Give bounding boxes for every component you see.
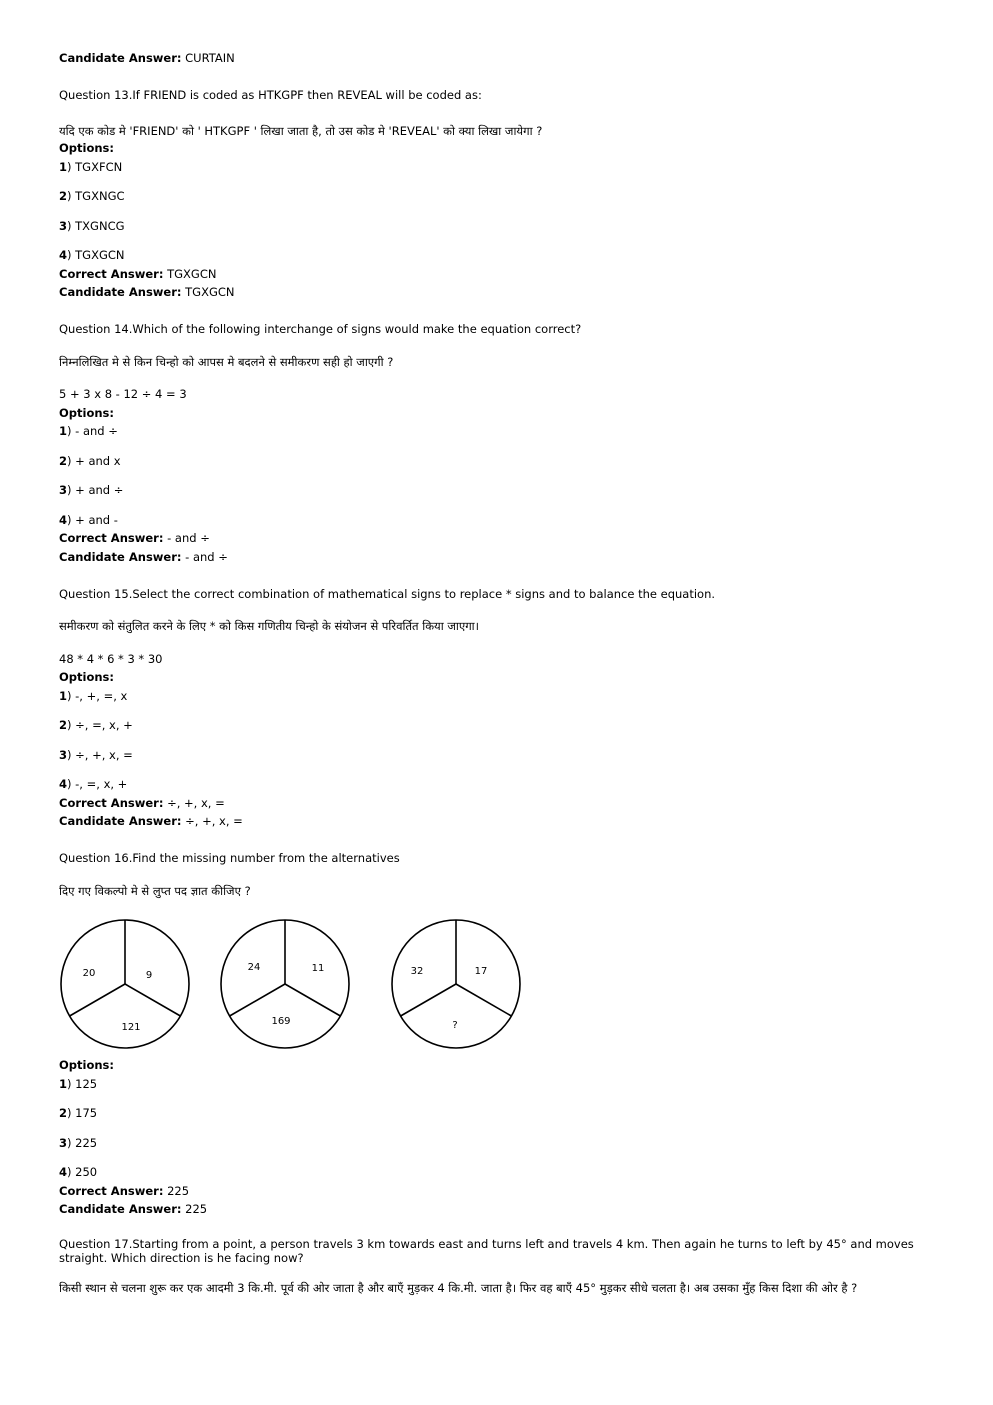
q16-option-4: 4) 250 (59, 1165, 98, 1179)
q16-option-3: 3) 225 (59, 1135, 98, 1150)
q16-circle-1-left: 20 (82, 968, 96, 979)
q16-circle-1 (59, 918, 191, 1050)
q14-option-4: 4) + and - (59, 512, 118, 527)
q16-options-label: Options: (59, 1058, 114, 1072)
q14-question: Question 14.Which of the following interchange of signs would make the equation correct? (59, 322, 582, 336)
q14-hindi: निम्नलिखित मे से किन चिन्हो को आपस मे बदलने से समीकरण सही हो जाएगी ? (59, 354, 394, 369)
q17-hindi: किसी स्थान से चलना शुरू कर एक आदमी 3 कि.मी. पूर्व की ओर जाता है और बाएँ मुड़कर 4 कि.मी. जाता है। फिर वह बाएँ 45° मुड़कर सीधे चलता है। अब उसका मुँह किस दिशा की ओर है ? (59, 1281, 858, 1295)
q16-circle-3-left: 32 (410, 966, 424, 977)
q16-option-1: 1) 125 (59, 1076, 98, 1091)
q15-hindi: समीकरण को संतुलित करने के लिए * को किस गणितीय चिन्हो के संयोजन से परिवर्तित किया जाएगा। (59, 619, 480, 633)
q17-question: Question 17.Starting from a point, a person travels 3 km towards east and turns left and travels 4 km. Then again he turns to left by 45° and moves straight. Which direction is he facing now? (59, 1237, 914, 1265)
candidate-answer-value: CURTAIN (181, 51, 235, 65)
q16-circle-2-right: 11 (311, 963, 325, 974)
q16-circle-3-right: 17 (474, 966, 488, 977)
q13-correct-answer: Correct Answer: TGXGCN (59, 266, 217, 281)
q16-candidate-answer: Candidate Answer: 225 (59, 1202, 208, 1216)
q13-question: Question 13.If FRIEND is coded as HTKGPF then REVEAL will be coded as: (59, 88, 482, 102)
q14-correct-answer: Correct Answer: - and ÷ (59, 531, 210, 545)
q16-circle-1-right: 9 (145, 970, 153, 981)
q15-option-1: 1) -, +, =, x (59, 688, 128, 703)
q15-question: Question 15.Select the correct combination of mathematical signs to replace * signs and to balance the equation. (59, 586, 716, 601)
q15-options-label: Options: (59, 670, 114, 684)
q15-correct-answer: Correct Answer: ÷, +, x, = (59, 795, 225, 810)
q16-circle-2-left: 24 (247, 962, 261, 973)
q16-hindi: दिए गए विकल्पो मे से लुप्त पद ज्ञात कीजिए ? (59, 883, 251, 898)
q15-option-4: 4) -, =, x, + (59, 777, 128, 791)
q15-option-3: 3) ÷, +, x, = (59, 747, 133, 762)
question-paper (59, 49, 939, 1298)
q15-option-2: 2) ÷, =, x, + (59, 718, 133, 732)
q13-options-label: Options: (59, 141, 114, 155)
q15-equation: 48 * 4 * 6 * 3 * 30 (59, 651, 163, 666)
q16-circle-1-bottom: 121 (121, 1022, 141, 1033)
q16-circle-2 (219, 918, 351, 1050)
q16-correct-answer: Correct Answer: 225 (59, 1183, 190, 1198)
q13-option-2: 2) TGXNGC (59, 189, 125, 203)
q13-option-3: 3) TXGNCG (59, 218, 125, 233)
q13-option-1: 1) TGXFCN (59, 159, 123, 174)
q16-circle-3 (390, 918, 522, 1050)
q15-candidate-answer: Candidate Answer: ÷, +, x, = (59, 814, 243, 828)
q14-option-3: 3) + and ÷ (59, 483, 124, 497)
prev-candidate-answer (59, 49, 939, 68)
q13-hindi: यदि एक कोड मे 'FRIEND' को ' HTKGPF ' लिखा जाता है, तो उस कोड मे 'REVEAL' को क्या लिखा जायेगा ? (59, 124, 543, 138)
q14-equation: 5 + 3 x 8 - 12 ÷ 4 = 3 (59, 387, 187, 401)
candidate-answer-label: Candidate Answer: (59, 51, 182, 65)
q13-option-4: 4) TGXGCN (59, 248, 125, 262)
q16-circle-2-bottom: 169 (271, 1016, 291, 1027)
q16-option-2: 2) 175 (59, 1106, 98, 1120)
q14-option-2: 2) + and x (59, 453, 121, 468)
q13-candidate-answer: Candidate Answer: TGXGCN (59, 285, 235, 299)
q16-question: Question 16.Find the missing number from the alternatives (59, 851, 400, 865)
q16-circle-3-bottom: ? (452, 1020, 458, 1031)
q14-options-label: Options: (59, 405, 114, 420)
q14-option-1: 1) - and ÷ (59, 424, 118, 438)
q16-circle-diagram (59, 918, 939, 1056)
q14-candidate-answer: Candidate Answer: - and ÷ (59, 549, 228, 564)
